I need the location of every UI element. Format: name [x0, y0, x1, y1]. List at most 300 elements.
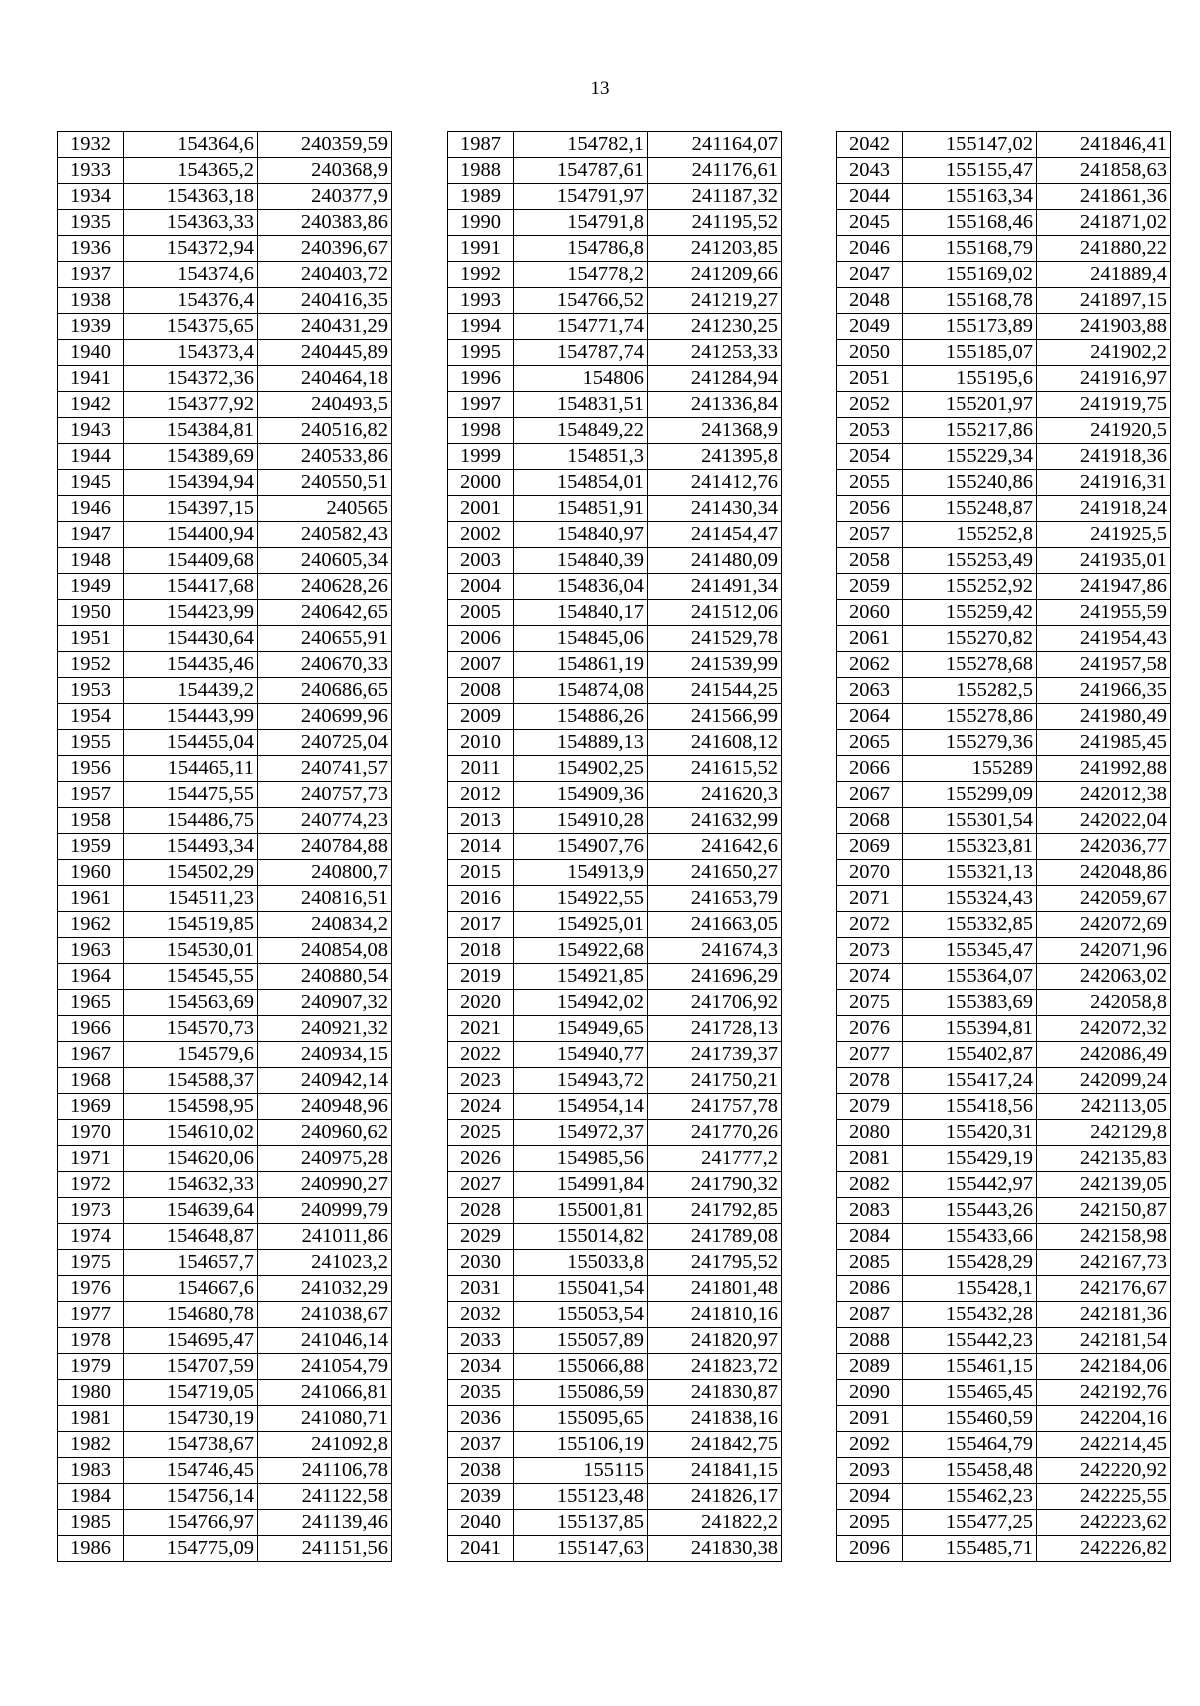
table-row	[58, 1042, 392, 1068]
x-coordinate-cell: 154389,69	[124, 444, 258, 470]
x-coordinate-cell: 154364,6	[124, 132, 258, 158]
y-coordinate-cell: 242181,54	[1037, 1328, 1171, 1354]
y-coordinate-cell: 240359,59	[258, 132, 392, 158]
table-row	[58, 626, 392, 652]
y-coordinate-cell: 240383,86	[258, 210, 392, 236]
x-coordinate-cell: 154730,19	[124, 1406, 258, 1432]
y-coordinate-cell: 241858,63	[1037, 158, 1171, 184]
y-coordinate-cell: 242181,36	[1037, 1302, 1171, 1328]
y-coordinate-cell: 240907,32	[258, 990, 392, 1016]
y-coordinate-cell: 241916,31	[1037, 470, 1171, 496]
table-row	[448, 1510, 782, 1536]
table-row	[448, 1224, 782, 1250]
point-number-cell: 2043	[837, 158, 903, 184]
x-coordinate-cell: 154598,95	[124, 1094, 258, 1120]
table-row	[58, 1484, 392, 1510]
table-row	[58, 236, 392, 262]
table-row	[448, 964, 782, 990]
point-number-cell: 1976	[58, 1276, 124, 1302]
y-coordinate-cell: 240784,88	[258, 834, 392, 860]
point-number-cell: 1968	[58, 1068, 124, 1094]
point-number-cell: 2054	[837, 444, 903, 470]
y-coordinate-cell: 241919,75	[1037, 392, 1171, 418]
table-row	[58, 808, 392, 834]
y-coordinate-cell: 241916,97	[1037, 366, 1171, 392]
y-coordinate-cell: 242086,49	[1037, 1042, 1171, 1068]
point-number-cell: 1973	[58, 1198, 124, 1224]
x-coordinate-cell: 154511,23	[124, 886, 258, 912]
table-row	[58, 1224, 392, 1250]
x-coordinate-cell: 155462,23	[903, 1484, 1037, 1510]
y-coordinate-cell: 242226,82	[1037, 1536, 1171, 1562]
y-coordinate-cell: 242220,92	[1037, 1458, 1171, 1484]
x-coordinate-cell: 155053,54	[514, 1302, 648, 1328]
table-row	[448, 1094, 782, 1120]
x-coordinate-cell: 154475,55	[124, 782, 258, 808]
y-coordinate-cell: 241480,09	[648, 548, 782, 574]
table-row	[837, 652, 1171, 678]
point-number-cell: 2031	[448, 1276, 514, 1302]
table-row	[448, 912, 782, 938]
table-row	[448, 626, 782, 652]
table-row	[58, 756, 392, 782]
table-row	[58, 1432, 392, 1458]
x-coordinate-cell: 155429,19	[903, 1146, 1037, 1172]
point-number-cell: 1983	[58, 1458, 124, 1484]
table-row	[58, 860, 392, 886]
x-coordinate-cell: 154861,19	[514, 652, 648, 678]
x-coordinate-cell: 155332,85	[903, 912, 1037, 938]
table-row	[58, 912, 392, 938]
y-coordinate-cell: 241368,9	[648, 418, 782, 444]
point-number-cell: 1952	[58, 652, 124, 678]
table-row	[448, 990, 782, 1016]
point-number-cell: 2069	[837, 834, 903, 860]
y-coordinate-cell: 240642,65	[258, 600, 392, 626]
table-row	[837, 1224, 1171, 1250]
point-number-cell: 1940	[58, 340, 124, 366]
table-row	[837, 600, 1171, 626]
x-coordinate-cell: 155279,36	[903, 730, 1037, 756]
point-number-cell: 2051	[837, 366, 903, 392]
point-number-cell: 1966	[58, 1016, 124, 1042]
point-number-cell: 1979	[58, 1354, 124, 1380]
table-row	[448, 1250, 782, 1276]
x-coordinate-cell: 155458,48	[903, 1458, 1037, 1484]
x-coordinate-cell: 154907,76	[514, 834, 648, 860]
x-coordinate-cell: 155278,68	[903, 652, 1037, 678]
x-coordinate-cell: 155417,24	[903, 1068, 1037, 1094]
y-coordinate-cell: 241544,25	[648, 678, 782, 704]
point-number-cell: 2017	[448, 912, 514, 938]
x-coordinate-cell: 154372,94	[124, 236, 258, 262]
y-coordinate-cell: 240368,9	[258, 158, 392, 184]
y-coordinate-cell: 240934,15	[258, 1042, 392, 1068]
table-row	[448, 1120, 782, 1146]
x-coordinate-cell: 154570,73	[124, 1016, 258, 1042]
x-coordinate-cell: 154840,17	[514, 600, 648, 626]
x-coordinate-cell: 155066,88	[514, 1354, 648, 1380]
x-coordinate-cell: 154373,4	[124, 340, 258, 366]
y-coordinate-cell: 240396,67	[258, 236, 392, 262]
y-coordinate-cell: 240999,79	[258, 1198, 392, 1224]
y-coordinate-cell: 241842,75	[648, 1432, 782, 1458]
point-number-cell: 2048	[837, 288, 903, 314]
point-number-cell: 2004	[448, 574, 514, 600]
point-number-cell: 2071	[837, 886, 903, 912]
table-row	[837, 1510, 1171, 1536]
point-number-cell: 2080	[837, 1120, 903, 1146]
table-row	[448, 860, 782, 886]
x-coordinate-cell: 155460,59	[903, 1406, 1037, 1432]
y-coordinate-cell: 240550,51	[258, 470, 392, 496]
y-coordinate-cell: 241880,22	[1037, 236, 1171, 262]
x-coordinate-cell: 154365,2	[124, 158, 258, 184]
y-coordinate-cell: 242072,69	[1037, 912, 1171, 938]
x-coordinate-cell: 155289	[903, 756, 1037, 782]
table-row	[448, 262, 782, 288]
y-coordinate-cell: 241395,8	[648, 444, 782, 470]
table-row	[837, 1328, 1171, 1354]
x-coordinate-cell: 154443,99	[124, 704, 258, 730]
x-coordinate-cell: 155155,47	[903, 158, 1037, 184]
point-number-cell: 2082	[837, 1172, 903, 1198]
table-row	[58, 444, 392, 470]
x-coordinate-cell: 154949,65	[514, 1016, 648, 1042]
point-number-cell: 2067	[837, 782, 903, 808]
x-coordinate-cell: 154486,75	[124, 808, 258, 834]
x-coordinate-cell: 154372,36	[124, 366, 258, 392]
table-row	[837, 184, 1171, 210]
x-coordinate-cell: 155477,25	[903, 1510, 1037, 1536]
table-row	[448, 938, 782, 964]
x-coordinate-cell: 155195,6	[903, 366, 1037, 392]
point-number-cell: 1954	[58, 704, 124, 730]
point-number-cell: 1974	[58, 1224, 124, 1250]
point-number-cell: 1978	[58, 1328, 124, 1354]
point-number-cell: 2006	[448, 626, 514, 652]
point-number-cell: 2062	[837, 652, 903, 678]
table-row	[448, 548, 782, 574]
y-coordinate-cell: 242184,06	[1037, 1354, 1171, 1380]
x-coordinate-cell: 154417,68	[124, 574, 258, 600]
y-coordinate-cell: 240464,18	[258, 366, 392, 392]
y-coordinate-cell: 241539,99	[648, 652, 782, 678]
x-coordinate-cell: 155252,92	[903, 574, 1037, 600]
table-row	[837, 730, 1171, 756]
y-coordinate-cell: 241980,49	[1037, 704, 1171, 730]
table-row	[58, 678, 392, 704]
table-row	[58, 340, 392, 366]
y-coordinate-cell: 242099,24	[1037, 1068, 1171, 1094]
table-row	[837, 912, 1171, 938]
table-row	[837, 1094, 1171, 1120]
table-row	[448, 1302, 782, 1328]
point-number-cell: 1938	[58, 288, 124, 314]
table-row	[448, 756, 782, 782]
table-row	[58, 1536, 392, 1562]
table-row	[837, 756, 1171, 782]
y-coordinate-cell: 242071,96	[1037, 938, 1171, 964]
y-coordinate-cell: 242150,87	[1037, 1198, 1171, 1224]
x-coordinate-cell: 154775,09	[124, 1536, 258, 1562]
y-coordinate-cell: 240686,65	[258, 678, 392, 704]
x-coordinate-cell: 154657,7	[124, 1250, 258, 1276]
point-number-cell: 2010	[448, 730, 514, 756]
table-row	[58, 1354, 392, 1380]
point-number-cell: 2065	[837, 730, 903, 756]
x-coordinate-cell: 155301,54	[903, 808, 1037, 834]
table-row	[58, 938, 392, 964]
y-coordinate-cell: 241164,07	[648, 132, 782, 158]
y-coordinate-cell: 241792,85	[648, 1198, 782, 1224]
y-coordinate-cell: 241230,25	[648, 314, 782, 340]
x-coordinate-cell: 155137,85	[514, 1510, 648, 1536]
y-coordinate-cell: 240834,2	[258, 912, 392, 938]
point-number-cell: 1971	[58, 1146, 124, 1172]
x-coordinate-cell: 154376,4	[124, 288, 258, 314]
y-coordinate-cell: 241066,81	[258, 1380, 392, 1406]
y-coordinate-cell: 240948,96	[258, 1094, 392, 1120]
coordinates-table-3	[836, 131, 1171, 1562]
point-number-cell: 1994	[448, 314, 514, 340]
table-row	[837, 1068, 1171, 1094]
point-number-cell: 2059	[837, 574, 903, 600]
table-row	[837, 314, 1171, 340]
point-number-cell: 2087	[837, 1302, 903, 1328]
table-row	[837, 132, 1171, 158]
point-number-cell: 1937	[58, 262, 124, 288]
point-number-cell: 1992	[448, 262, 514, 288]
table-row	[58, 1380, 392, 1406]
table-row	[448, 1458, 782, 1484]
y-coordinate-cell: 241566,99	[648, 704, 782, 730]
point-number-cell: 1935	[58, 210, 124, 236]
y-coordinate-cell: 241663,05	[648, 912, 782, 938]
y-coordinate-cell: 242135,83	[1037, 1146, 1171, 1172]
x-coordinate-cell: 154374,6	[124, 262, 258, 288]
point-number-cell: 1963	[58, 938, 124, 964]
x-coordinate-cell: 155394,81	[903, 1016, 1037, 1042]
y-coordinate-cell: 242167,73	[1037, 1250, 1171, 1276]
table-row	[448, 158, 782, 184]
point-number-cell: 2016	[448, 886, 514, 912]
x-coordinate-cell: 155345,47	[903, 938, 1037, 964]
x-coordinate-cell: 154845,06	[514, 626, 648, 652]
x-coordinate-cell: 154588,37	[124, 1068, 258, 1094]
table-row	[837, 1406, 1171, 1432]
y-coordinate-cell: 241810,16	[648, 1302, 782, 1328]
table-row	[58, 314, 392, 340]
point-number-cell: 1944	[58, 444, 124, 470]
x-coordinate-cell: 154849,22	[514, 418, 648, 444]
table-row	[58, 1328, 392, 1354]
x-coordinate-cell: 154493,34	[124, 834, 258, 860]
point-number-cell: 2090	[837, 1380, 903, 1406]
table-row	[837, 496, 1171, 522]
point-number-cell: 2020	[448, 990, 514, 1016]
point-number-cell: 2000	[448, 470, 514, 496]
point-number-cell: 1942	[58, 392, 124, 418]
y-coordinate-cell: 241889,4	[1037, 262, 1171, 288]
table-row	[58, 496, 392, 522]
point-number-cell: 2045	[837, 210, 903, 236]
table-row	[58, 210, 392, 236]
x-coordinate-cell: 155485,71	[903, 1536, 1037, 1562]
x-coordinate-cell: 155041,54	[514, 1276, 648, 1302]
y-coordinate-cell: 241336,84	[648, 392, 782, 418]
x-coordinate-cell: 154909,36	[514, 782, 648, 808]
table-row	[837, 522, 1171, 548]
point-number-cell: 1967	[58, 1042, 124, 1068]
table-row	[837, 1172, 1171, 1198]
y-coordinate-cell: 241092,8	[258, 1432, 392, 1458]
point-number-cell: 1993	[448, 288, 514, 314]
point-number-cell: 2026	[448, 1146, 514, 1172]
x-coordinate-cell: 154430,64	[124, 626, 258, 652]
table-row	[58, 1120, 392, 1146]
y-coordinate-cell: 242139,05	[1037, 1172, 1171, 1198]
table-row	[448, 210, 782, 236]
y-coordinate-cell: 241871,02	[1037, 210, 1171, 236]
x-coordinate-cell: 155432,28	[903, 1302, 1037, 1328]
point-number-cell: 2081	[837, 1146, 903, 1172]
x-coordinate-cell: 154394,94	[124, 470, 258, 496]
point-number-cell: 2030	[448, 1250, 514, 1276]
point-number-cell: 2078	[837, 1068, 903, 1094]
point-number-cell: 1990	[448, 210, 514, 236]
x-coordinate-cell: 155428,1	[903, 1276, 1037, 1302]
table-row	[448, 886, 782, 912]
table-row	[837, 1484, 1171, 1510]
table-row	[448, 652, 782, 678]
table-row	[58, 834, 392, 860]
y-coordinate-cell: 241209,66	[648, 262, 782, 288]
y-coordinate-cell: 241861,36	[1037, 184, 1171, 210]
point-number-cell: 1980	[58, 1380, 124, 1406]
point-number-cell: 1960	[58, 860, 124, 886]
x-coordinate-cell: 154954,14	[514, 1094, 648, 1120]
table-row	[448, 1536, 782, 1562]
y-coordinate-cell: 240725,04	[258, 730, 392, 756]
y-coordinate-cell: 241650,27	[648, 860, 782, 886]
x-coordinate-cell: 155057,89	[514, 1328, 648, 1354]
point-number-cell: 1998	[448, 418, 514, 444]
table-row	[448, 132, 782, 158]
point-number-cell: 1933	[58, 158, 124, 184]
y-coordinate-cell: 241122,58	[258, 1484, 392, 1510]
y-coordinate-cell: 241176,61	[648, 158, 782, 184]
point-number-cell: 1995	[448, 340, 514, 366]
point-number-cell: 2075	[837, 990, 903, 1016]
point-number-cell: 2005	[448, 600, 514, 626]
point-number-cell: 1964	[58, 964, 124, 990]
x-coordinate-cell: 154502,29	[124, 860, 258, 886]
x-coordinate-cell: 154943,72	[514, 1068, 648, 1094]
point-number-cell: 2008	[448, 678, 514, 704]
y-coordinate-cell: 240431,29	[258, 314, 392, 340]
point-number-cell: 2015	[448, 860, 514, 886]
x-coordinate-cell: 154787,61	[514, 158, 648, 184]
table-row	[837, 1016, 1171, 1042]
x-coordinate-cell: 155147,63	[514, 1536, 648, 1562]
y-coordinate-cell: 241642,6	[648, 834, 782, 860]
table-row	[448, 1146, 782, 1172]
point-number-cell: 2088	[837, 1328, 903, 1354]
x-coordinate-cell: 155433,66	[903, 1224, 1037, 1250]
table-row	[837, 1250, 1171, 1276]
point-number-cell: 1936	[58, 236, 124, 262]
table-row	[837, 808, 1171, 834]
x-coordinate-cell: 155185,07	[903, 340, 1037, 366]
table-row	[58, 158, 392, 184]
x-coordinate-cell: 155201,97	[903, 392, 1037, 418]
point-number-cell: 2001	[448, 496, 514, 522]
table-row	[58, 730, 392, 756]
y-coordinate-cell: 241195,52	[648, 210, 782, 236]
y-coordinate-cell: 240565	[258, 496, 392, 522]
point-number-cell: 2085	[837, 1250, 903, 1276]
table-row	[448, 1068, 782, 1094]
x-coordinate-cell: 154991,84	[514, 1172, 648, 1198]
y-coordinate-cell: 241757,78	[648, 1094, 782, 1120]
x-coordinate-cell: 154746,45	[124, 1458, 258, 1484]
x-coordinate-cell: 155442,97	[903, 1172, 1037, 1198]
table-row	[58, 1510, 392, 1536]
point-number-cell: 2046	[837, 236, 903, 262]
point-number-cell: 1975	[58, 1250, 124, 1276]
point-number-cell: 1955	[58, 730, 124, 756]
x-coordinate-cell: 154680,78	[124, 1302, 258, 1328]
x-coordinate-cell: 154648,87	[124, 1224, 258, 1250]
y-coordinate-cell: 241038,67	[258, 1302, 392, 1328]
table-row	[448, 392, 782, 418]
x-coordinate-cell: 155095,65	[514, 1406, 648, 1432]
point-number-cell: 1961	[58, 886, 124, 912]
y-coordinate-cell: 241903,88	[1037, 314, 1171, 340]
x-coordinate-cell: 155168,78	[903, 288, 1037, 314]
table-row	[837, 1302, 1171, 1328]
table-row	[448, 1276, 782, 1302]
table-row	[448, 1406, 782, 1432]
y-coordinate-cell: 241011,86	[258, 1224, 392, 1250]
point-number-cell: 2044	[837, 184, 903, 210]
table-row	[58, 1172, 392, 1198]
table-row	[58, 990, 392, 1016]
x-coordinate-cell: 154836,04	[514, 574, 648, 600]
table-row	[837, 1354, 1171, 1380]
x-coordinate-cell: 155115	[514, 1458, 648, 1484]
x-coordinate-cell: 154563,69	[124, 990, 258, 1016]
table-row	[837, 1120, 1171, 1146]
point-number-cell: 2029	[448, 1224, 514, 1250]
point-number-cell: 1991	[448, 236, 514, 262]
point-number-cell: 1932	[58, 132, 124, 158]
point-number-cell: 2002	[448, 522, 514, 548]
y-coordinate-cell: 240493,5	[258, 392, 392, 418]
x-coordinate-cell: 154922,68	[514, 938, 648, 964]
x-coordinate-cell: 154854,01	[514, 470, 648, 496]
x-coordinate-cell: 155173,89	[903, 314, 1037, 340]
x-coordinate-cell: 154851,91	[514, 496, 648, 522]
point-number-cell: 1972	[58, 1172, 124, 1198]
x-coordinate-cell: 154922,55	[514, 886, 648, 912]
table-row	[837, 990, 1171, 1016]
point-number-cell: 1956	[58, 756, 124, 782]
y-coordinate-cell: 242214,45	[1037, 1432, 1171, 1458]
y-coordinate-cell: 240416,35	[258, 288, 392, 314]
x-coordinate-cell: 154409,68	[124, 548, 258, 574]
